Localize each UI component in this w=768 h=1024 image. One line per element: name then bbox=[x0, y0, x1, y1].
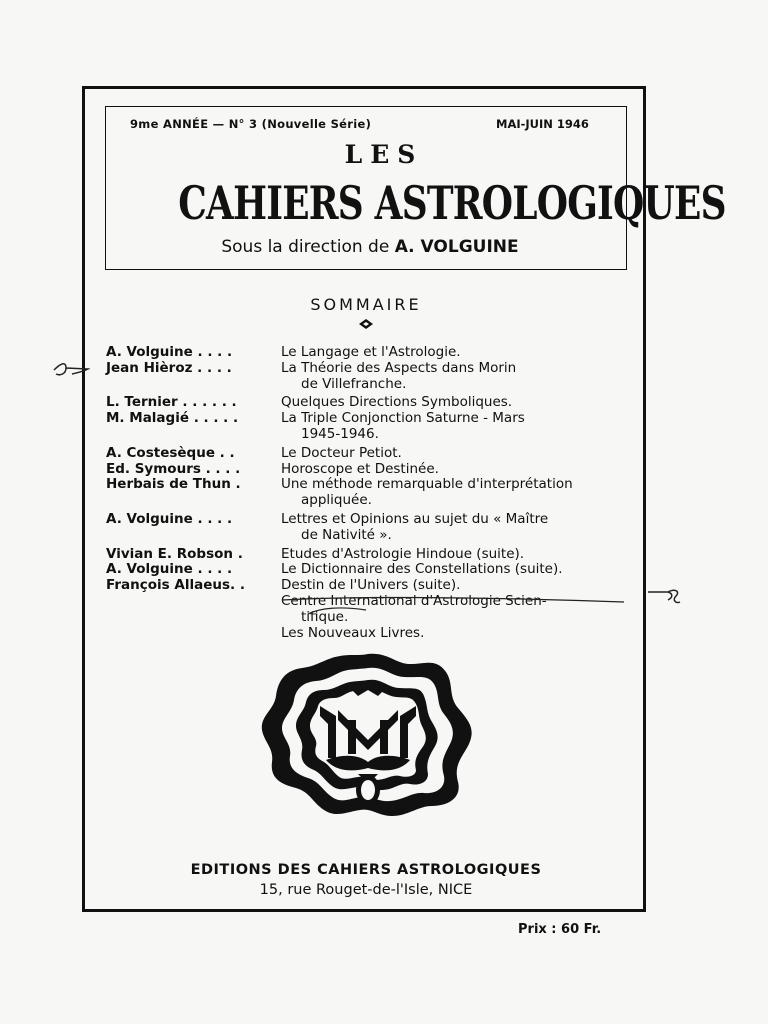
toc-entry bbox=[106, 512, 636, 544]
toc-article-continuation: tifique. bbox=[301, 608, 349, 625]
toc-entry bbox=[106, 462, 636, 478]
diamond-divider-icon bbox=[359, 319, 373, 329]
toc-article bbox=[281, 345, 636, 361]
toc-article-title: Les Nouveaux Livres. bbox=[281, 624, 425, 641]
toc-author: Herbais de Thun . bbox=[106, 476, 241, 493]
toc-entry bbox=[106, 345, 636, 361]
toc-article-title: Quelques Directions Symboliques. bbox=[281, 394, 513, 411]
toc-author bbox=[106, 626, 281, 642]
toc-article-title: Le Dictionnaire des Constellations (suite). bbox=[281, 561, 563, 578]
magazine-title: CAHIERS ASTROLOGIQUES bbox=[178, 176, 726, 230]
publisher-name: EDITIONS DES CAHIERS ASTROLOGIQUES bbox=[190, 862, 542, 878]
toc-article bbox=[281, 411, 636, 443]
publisher-address: 15, rue Rouget-de-l'Isle, NICE bbox=[259, 882, 473, 898]
toc-author bbox=[106, 594, 281, 626]
toc-article bbox=[281, 578, 636, 594]
toc-article bbox=[281, 512, 636, 544]
toc-entry bbox=[106, 477, 636, 509]
toc-entry bbox=[106, 562, 636, 578]
title-article: LES bbox=[344, 140, 424, 169]
toc-entry bbox=[106, 578, 636, 594]
toc-article bbox=[281, 626, 636, 642]
toc-author: François Allaeus. . bbox=[106, 577, 245, 594]
toc-entry bbox=[106, 446, 636, 462]
toc-author: M. Malagié . . . . . bbox=[106, 410, 239, 427]
toc-author: A. Volguine . . . . bbox=[106, 561, 233, 578]
toc-article bbox=[281, 446, 636, 462]
director-name: A. VOLGUINE bbox=[394, 237, 519, 257]
handwritten-mark-icon bbox=[646, 582, 682, 606]
handwritten-underline bbox=[280, 594, 626, 616]
handwritten-mark-icon bbox=[52, 358, 90, 380]
toc-author: A. Volguine . . . . bbox=[106, 510, 233, 527]
toc-article-title: Horoscope et Destinée. bbox=[281, 460, 439, 477]
toc-article bbox=[281, 477, 636, 509]
toc-article-title: Etudes d'Astrologie Hindoue (suite). bbox=[281, 545, 525, 562]
toc-article-title: Une méthode remarquable d'interprétation bbox=[281, 476, 573, 493]
toc-article-continuation: 1945-1946. bbox=[301, 425, 379, 442]
price: Prix : 60 Fr. bbox=[518, 922, 602, 937]
toc-entry bbox=[106, 547, 636, 563]
subtitle bbox=[0, 237, 740, 257]
toc-article bbox=[281, 361, 636, 393]
toc-article bbox=[281, 547, 636, 563]
toc-article-title: La Triple Conjonction Saturne - Mars bbox=[281, 410, 525, 427]
toc-article-title: Centre International d'Astrologie Scien- bbox=[281, 592, 547, 609]
toc-article-title: Le Docteur Petiot. bbox=[281, 444, 402, 461]
toc-author: A. Volguine . . . . bbox=[106, 344, 233, 360]
toc-author: Vivian E. Robson . bbox=[106, 545, 243, 562]
sommaire-heading: SOMMAIRE bbox=[310, 295, 422, 314]
toc-article-title: Lettres et Opinions au sujet du « Maître bbox=[281, 510, 549, 527]
toc-entry bbox=[106, 395, 636, 411]
toc-article-title: La Théorie des Aspects dans Morin bbox=[281, 359, 517, 376]
toc-article bbox=[281, 462, 636, 478]
toc-article bbox=[281, 395, 636, 411]
issue-date: MAI-JUIN 1946 bbox=[496, 117, 589, 131]
toc-author: L. Ternier . . . . . . bbox=[106, 394, 237, 411]
toc-article-continuation: de Nativité ». bbox=[301, 526, 392, 543]
toc-article bbox=[281, 562, 636, 578]
toc-author: Ed. Symours . . . . bbox=[106, 460, 241, 477]
issue-info: 9me ANNÉE — N° 3 (Nouvelle Série) bbox=[130, 117, 372, 131]
astrological-monogram-emblem-icon bbox=[258, 650, 478, 820]
subtitle-prefix: Sous la direction de bbox=[221, 237, 395, 257]
toc-article-title: Destin de l'Univers (suite). bbox=[281, 577, 461, 594]
toc-article-continuation: appliquée. bbox=[301, 492, 372, 509]
toc-author: A. Costesèque . . bbox=[106, 444, 235, 461]
toc-article-title: Le Langage et l'Astrologie. bbox=[281, 344, 461, 360]
toc-author: Jean Hièroz . . . . bbox=[106, 359, 232, 376]
toc-entry bbox=[106, 626, 636, 642]
toc-entry bbox=[106, 411, 636, 443]
toc-article-continuation: de Villefranche. bbox=[301, 375, 407, 392]
toc-entry bbox=[106, 361, 636, 393]
